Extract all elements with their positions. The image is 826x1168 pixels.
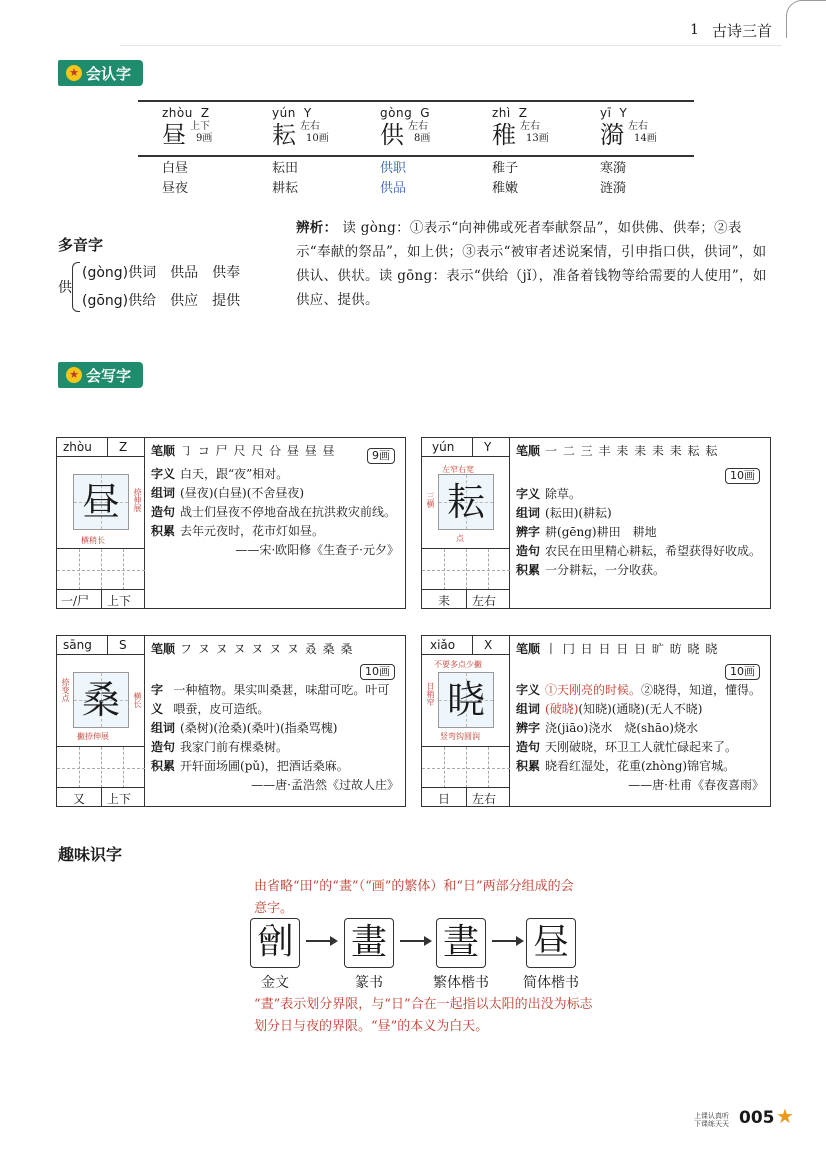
stroke-order: ㇆ コ 尸 尺 尺 㕣 昼 昼 昼 (180, 444, 336, 458)
source: ——唐·杜甫《春夜喜雨》 (628, 778, 764, 792)
polyphone-char: 供 (58, 280, 72, 296)
section-badge-recognize: ★ 会认字 (58, 60, 143, 86)
writing-tip: 三横 (426, 492, 435, 508)
recognize-words: 供职 供品 (380, 161, 407, 196)
stroke-count: 10画 (360, 664, 395, 680)
stroke-count: 10画 (725, 468, 760, 484)
stroke-count: 9画 (367, 448, 395, 464)
model-char: 耘 (446, 480, 485, 524)
evolution-glyph-fanti: 晝 (436, 918, 486, 968)
source: ——宋·欧阳修《生查子·元夕》 (235, 543, 399, 557)
recognize-char: 供 (380, 121, 404, 149)
arrow-icon (400, 940, 430, 942)
pinyin: zhì Z (492, 106, 528, 120)
page-corner-decoration (786, 0, 826, 38)
mascot-star-icon: ★ (776, 1104, 794, 1128)
writing-tip: 横稍长 (81, 536, 105, 545)
arrow-icon (492, 940, 522, 942)
analysis-text: 读 gòng：①表示“向神佛或死者奉献祭品”，如供佛、供奉；②表示“奉献的祭品”，如上供；③表示“被审者述说案情，引申指口供，供词”，如供认、供状。读 gōng：表示“供给（jǐ），准备着钱物等给需要的人使用”，如供应、提供。 (296, 220, 767, 308)
star-icon: ★ (66, 367, 82, 383)
stroke-order: 一 二 三 丰 耒 耒 耒 耒 耘 耘 (545, 444, 719, 458)
star-icon: ★ (66, 65, 82, 81)
writing-tip: 日稍窄 (426, 682, 435, 706)
recognize-words: 寒漪 涟漪 (600, 161, 627, 196)
recognize-char-4: yī Y 漪 左右 14画 寒漪 涟漪 (600, 106, 710, 199)
practice-grid[interactable] (57, 548, 145, 590)
model-char: 晓 (446, 678, 485, 722)
analysis-label: 辨析： (296, 220, 338, 236)
polyphone-title: 多音字 (58, 236, 104, 254)
stroke-count: 10画 (725, 664, 760, 680)
fun-section-title: 趣味识字 (58, 845, 123, 864)
recognize-char: 昼 (162, 121, 186, 149)
recognize-table-top-rule (138, 100, 694, 102)
evolution-label: 篆书 (355, 975, 383, 991)
write-card-sang: sāng S 桑 捺变点 横长 撇捺伸展 又 上下 笔顺 フ ヌ ヌ ヌ ヌ ヌ ヌ 叒 桑 桑 10画 字义 一种植物。果实叫桑葚，味甜可吃。叶可喂蚕，皮可造纸。 组词 (桑树)(沧桑)(桑叶)(指桑骂槐) 造句 我家门前有棵桑树。 积累 开轩面场圃(pǔ)，把酒话桑麻。 ——唐·孟浩然《过故人庄》 (56, 635, 406, 807)
evolution-glyph-zhuanshu: 畫 (344, 918, 394, 968)
recognize-char: 漪 (600, 121, 624, 149)
practice-grid[interactable] (422, 548, 510, 590)
recognize-char-0: zhòu Z 昼 上下 9画 白昼 昼夜 (162, 106, 272, 199)
chapter-title: 古诗三首 (712, 22, 773, 40)
footer-slogan: 上课认真听 下课练天天 (694, 1112, 729, 1128)
tian-grid (73, 672, 129, 728)
writing-tip: 点 (456, 534, 464, 543)
writing-tip: 捺变点 (61, 678, 70, 702)
page-number: 005 (739, 1108, 775, 1128)
pinyin: gòng G (380, 106, 430, 120)
writing-tip: 竖弯钩圆润 (440, 732, 480, 741)
evolution-label: 繁体楷书 (433, 975, 489, 991)
tian-grid (438, 672, 494, 728)
recognize-char-2: gòng G 供 左右 8画 供职 供品 (380, 106, 490, 199)
source: ——唐·孟浩然《过故人庄》 (251, 778, 399, 792)
stroke-order: フ ヌ ヌ ヌ ヌ ヌ ヌ 叒 桑 桑 (180, 642, 354, 656)
evolution-glyph-jinwen: 𠟂 (250, 918, 300, 968)
practice-grid[interactable] (57, 746, 145, 788)
writing-tip: 撇捺伸展 (77, 732, 109, 741)
radical-structure-row: 一/尸 上下 (57, 589, 145, 608)
chapter-number: 1 (690, 22, 699, 38)
model-char: 桑 (81, 678, 120, 722)
pinyin: yī Y (600, 106, 628, 120)
recognize-char-3: zhì Z 稚 左右 13画 稚子 稚嫩 (492, 106, 602, 199)
write-card-yun: yún Y 耘 左窄右宽 三横 点 耒 左右 笔顺 一 二 三 丰 耒 耒 耒 耒 耘 耘 10画 字义 除草。 组词 (耘田)(耕耘) 辨字 耕(gēng)耕田 耕地 造句 农民在田里精心耕耘，希望获得好收成。 积累 一分耕耘，一分收获。 (421, 437, 771, 609)
write-card-zhou (56, 437, 406, 609)
write-card-xiao: xiǎo X 晓 不要多点少撇 日稍窄 竖弯钩圆润 日 左右 笔顺 丨 冂 日 日 日 日 旷 昉 晓 晓 10画 字义 ①天刚亮的时候。②晓得，知道，懂得。 组词 (破晓)(知晓)(通晓)(无人不晓) 辨字 浇(jiāo)浇水 烧(shāo)烧水 造句 天刚破晓，环卫工人就忙碌起来了。 积累 晓看红湿处，花重(zhòng)锦官城。 ——唐·杜甫《春夜喜雨》 (421, 635, 771, 807)
writing-tip: 不要多点少撇 (434, 660, 482, 669)
header-divider (120, 45, 782, 46)
stroke-order: 丨 冂 日 日 日 日 旷 昉 晓 晓 (545, 642, 719, 656)
practice-grid[interactable] (422, 746, 510, 788)
evolution-label: 简体楷书 (523, 975, 579, 991)
polyphone-reading-1: (gòng)供词 供品 供奉 (82, 265, 241, 281)
evolution-label: 金文 (261, 975, 289, 991)
polyphone-analysis (296, 216, 770, 312)
fun-note-bottom: “晝”表示划分界限，与“日”合在一起指以太阳的出没为标志划分日与夜的界限。“昼”的本义为白天。 (254, 997, 593, 1034)
char-panel (57, 438, 145, 608)
recognize-words: 稚子 稚嫩 (492, 161, 519, 196)
evolution-glyph-jianti: 昼 (526, 918, 576, 968)
char-details: 笔顺 ㇆ コ 尸 尺 尺 㕣 昼 昼 昼 9画 字义 白天，跟“夜”相对。 组词 (昼夜)(白昼)(不舍昼夜) 造句 战士们昼夜不停地奋战在抗洪救灾前线。 积累 去年元夜时，花市灯如昼。 ——宋·欧阳修《生查子·元夕》 (151, 442, 399, 560)
pinyin: yún Y (272, 106, 312, 120)
recognize-char-1: yún Y 耘 左右 10画 耘田 耕耘 (272, 106, 382, 199)
section-badge-write: ★ 会写字 (58, 362, 143, 388)
writing-tip: 捺伸展 (133, 488, 142, 512)
model-char: 昼 (81, 480, 120, 524)
recognize-words: 耘田 耕耘 (272, 161, 299, 196)
recognize-char: 稚 (492, 121, 516, 149)
writing-tip: 横长 (133, 692, 142, 708)
pinyin: zhòu Z (162, 106, 210, 120)
polyphone-brace (72, 262, 80, 312)
tian-grid (73, 474, 129, 530)
fun-note-top: 由省略“田”的“畫”（“画”的繁体）和“日”两部分组成的会意字。 (254, 879, 574, 916)
pinyin-row: zhòu Z (57, 438, 145, 457)
recognize-char: 耘 (272, 121, 296, 149)
polyphone-reading-2: (gōng)供给 供应 提供 (82, 293, 241, 309)
tian-grid (438, 474, 494, 530)
writing-tip: 左窄右宽 (442, 465, 474, 474)
arrow-icon (306, 940, 336, 942)
recognize-words: 白昼 昼夜 (162, 161, 189, 196)
